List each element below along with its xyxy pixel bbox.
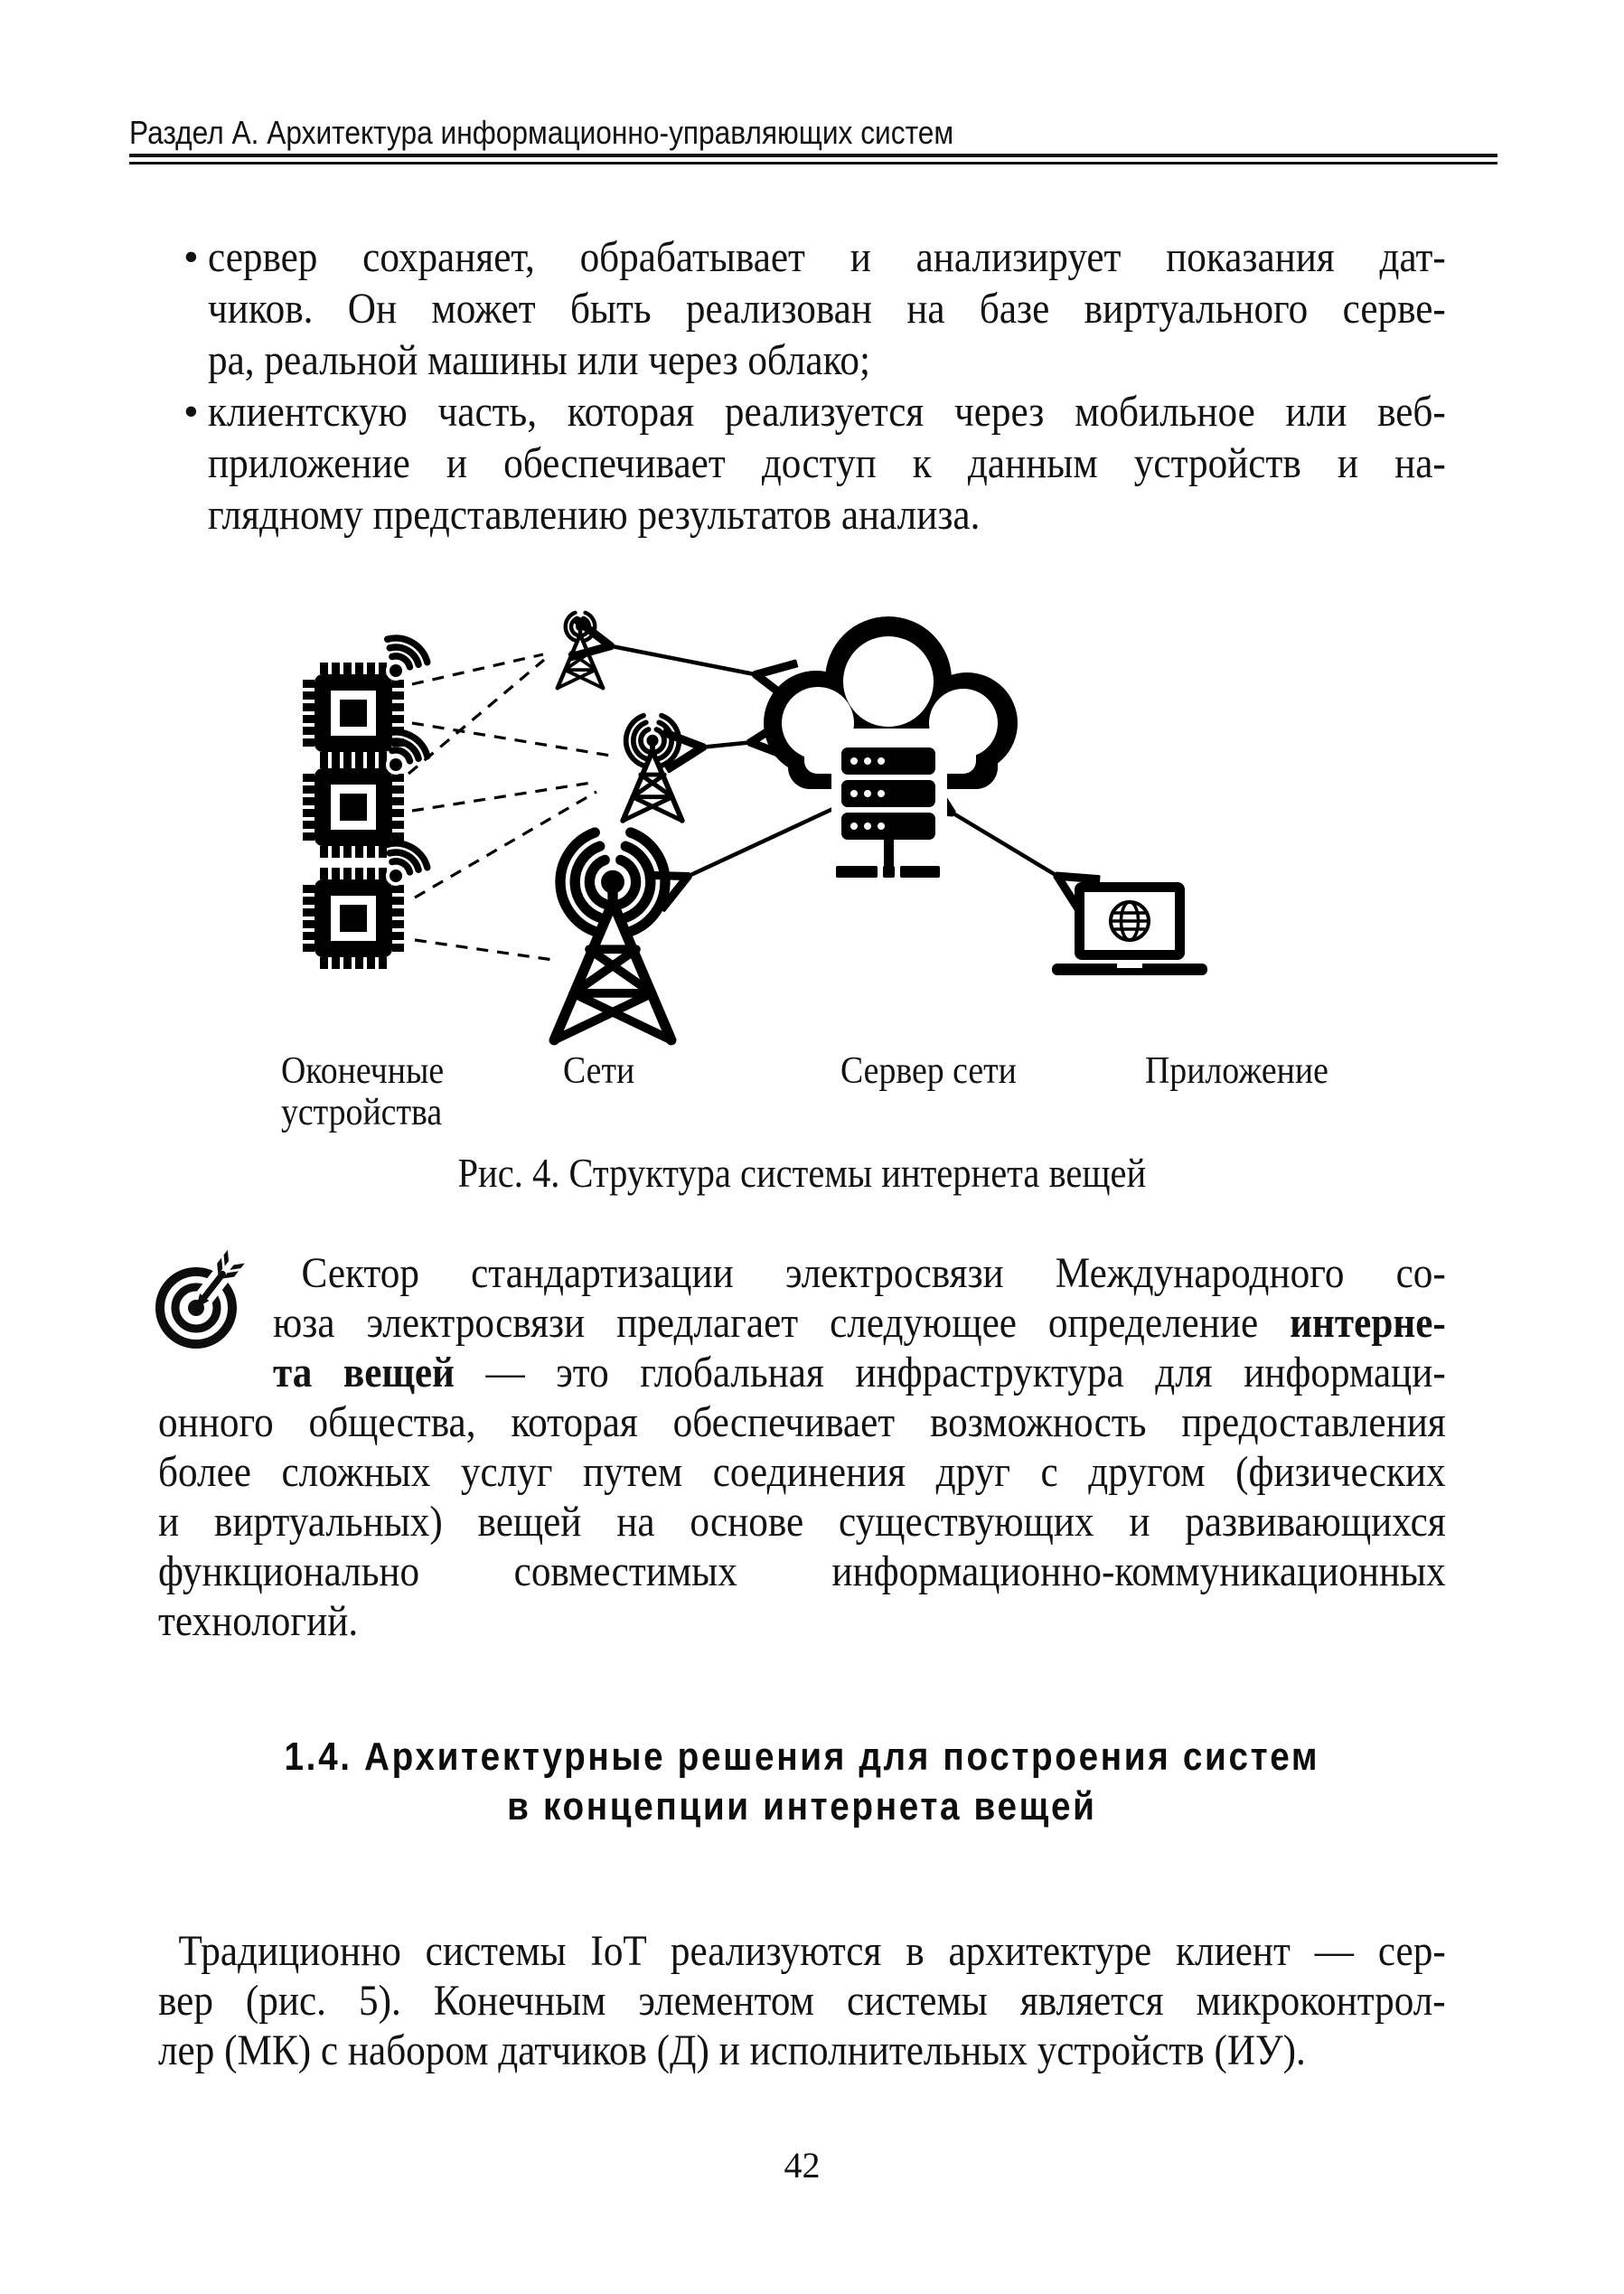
text-line: чиков. Он может быть реализован на базе виртуального серве-	[208, 285, 1446, 333]
section-heading: 1.4. Архитектурные решения для построения систем в концепции интернета вещей	[284, 1735, 1320, 1829]
header-rule-top	[129, 154, 1497, 157]
figure-label-server: Сервер сети	[840, 1050, 1017, 1092]
figure-label-application: Приложение	[1145, 1050, 1328, 1092]
text-line: и виртуальных) вещей на основе существующих и развивающихся	[158, 1498, 1446, 1546]
page-number: 42	[784, 2145, 821, 2186]
definition-paragraph-indented	[273, 1248, 1446, 1397]
text-line: функционально совместимых информационно-коммуникационных	[158, 1547, 1446, 1595]
text-line: лер (МК) с набором датчиков (Д) и исполнительных устройств (ИУ).	[158, 2026, 1306, 2074]
text-line: приложение и обеспечивает доступ к данным устройств и на-	[208, 439, 1446, 487]
closing-paragraph	[158, 1926, 1446, 2075]
bullet-item-client	[208, 386, 1446, 541]
radio-tower-icon	[558, 613, 603, 688]
text-line: Сектор стандартизации электросвязи Международного со-	[301, 1249, 1446, 1297]
microchip-wifi-icon	[303, 843, 427, 969]
text-line: клиентскую часть, которая реализуется через мобильное или веб-	[208, 388, 1446, 436]
bullet-item-server	[208, 231, 1446, 386]
radio-tower-icon	[554, 832, 671, 1040]
laptop-globe-icon	[1052, 882, 1207, 975]
text-line: глядному представлению результатов анализа.	[208, 491, 981, 539]
header-rule-bottom	[129, 162, 1497, 165]
figure-label-endpoints: Оконечные устройства	[281, 1050, 445, 1133]
text-line: ра, реальной машины или через облако;	[208, 336, 870, 384]
text-line: сервер сохраняет, обрабатывает и анализирует показания дат-	[208, 233, 1446, 281]
bullet-marker: •	[183, 388, 199, 436]
target-dart-icon	[155, 1248, 246, 1359]
text-line: технологий.	[158, 1597, 359, 1645]
text-line: вер (рис. 5). Конечным элементом системы является микроконтрол-	[158, 1977, 1446, 2025]
text-line: юза электросвязи предлагает следующее определение интерне-	[273, 1299, 1446, 1347]
bold-term: интерне-	[1290, 1299, 1446, 1347]
text-line: та вещей — это глобальная инфраструктура для информаци-	[273, 1349, 1446, 1396]
dashed-links	[408, 654, 611, 960]
iot-structure-figure	[253, 597, 1356, 1053]
text-line: более сложных услуг путем соединения друг с другом (физических	[158, 1448, 1446, 1496]
figure-label-networks: Сети	[563, 1050, 635, 1092]
text-line: онного общества, которая обеспечивает возможность предоставления	[158, 1398, 1446, 1446]
cloud-server-icon	[764, 616, 1018, 888]
radio-tower-icon	[623, 716, 682, 821]
running-head: Раздел А. Архитектура информационно-управляющих систем	[129, 114, 954, 151]
text-line: Традиционно системы IoT реализуются в архитектуре клиент — сер-	[178, 1927, 1446, 1975]
definition-paragraph-full	[158, 1397, 1446, 1646]
bold-term: та вещей	[273, 1349, 455, 1396]
figure-caption: Рис. 4. Структура системы интернета вещей	[457, 1151, 1147, 1196]
bullet-marker: •	[183, 233, 199, 281]
